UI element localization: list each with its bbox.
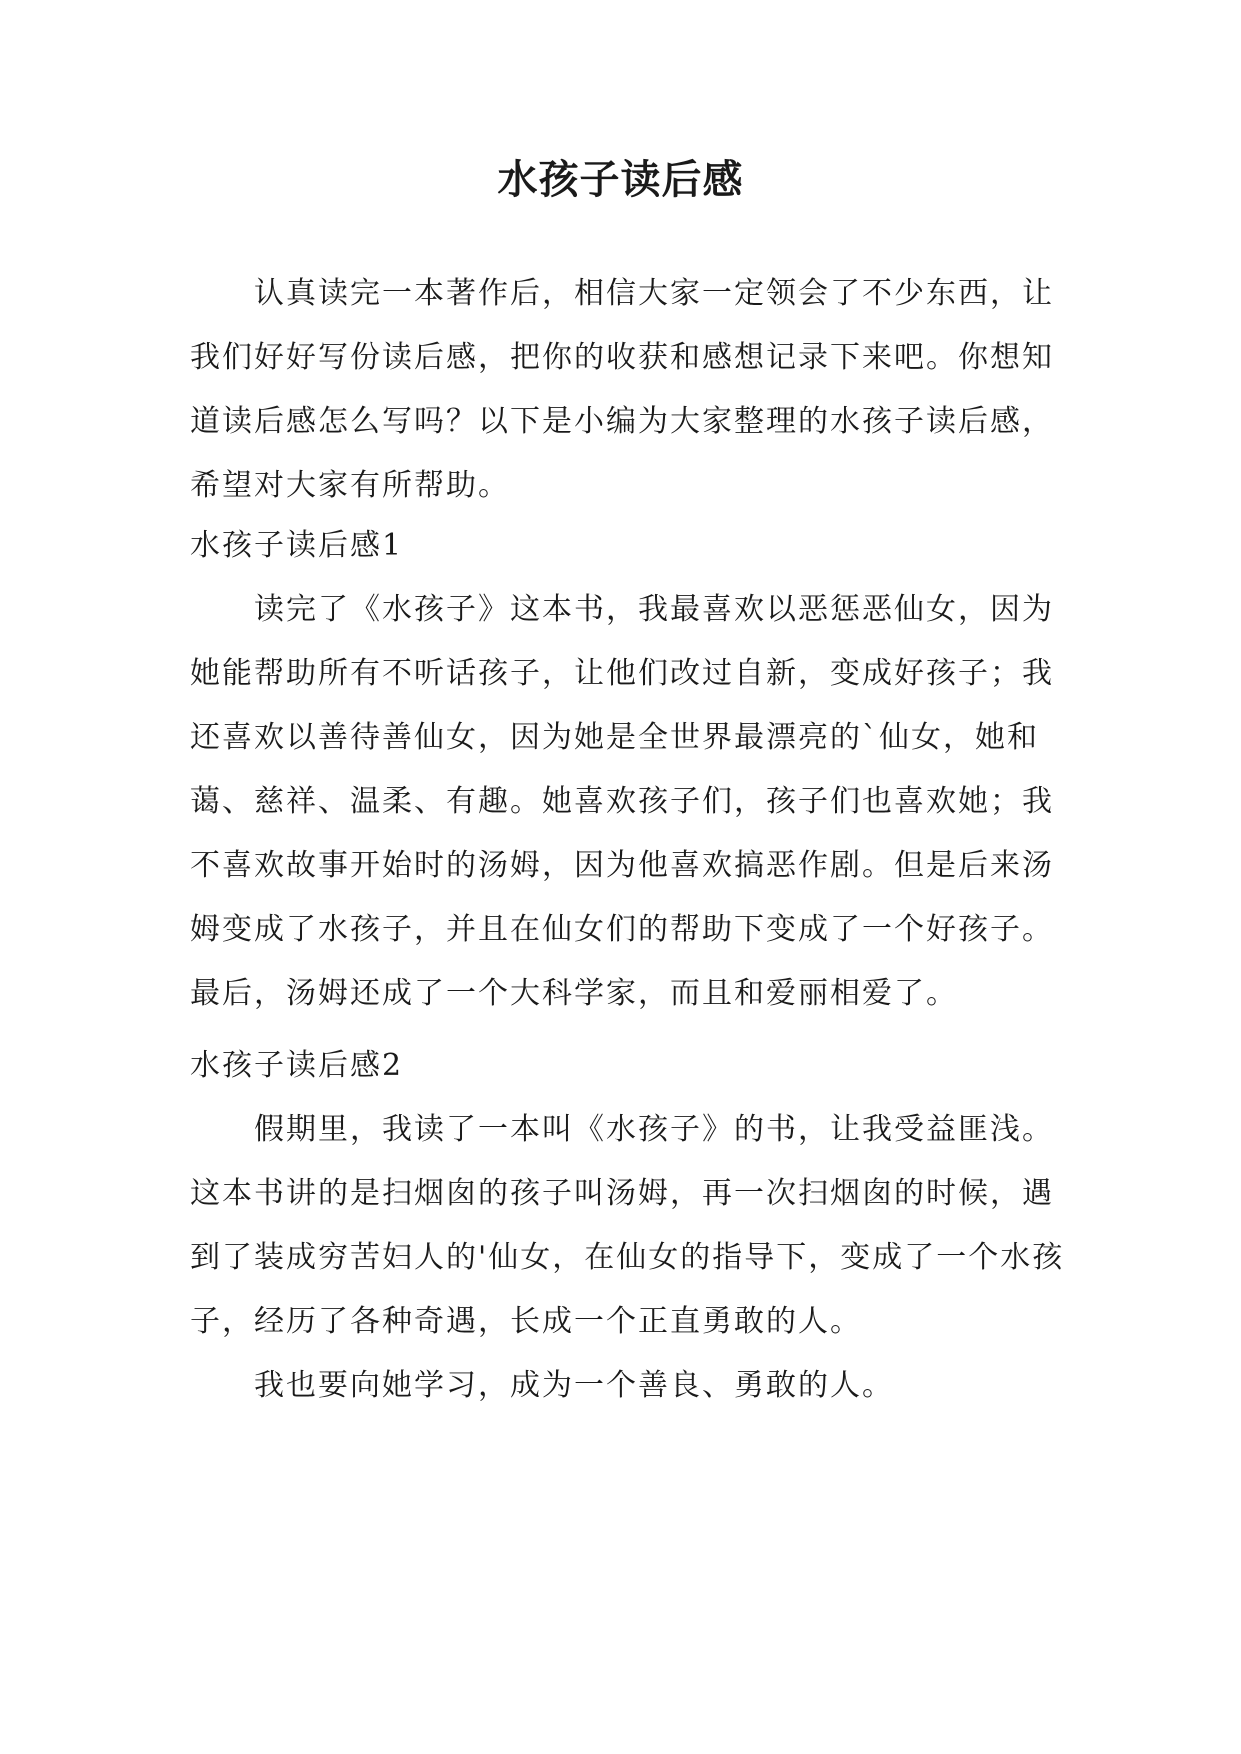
- section-2-paragraph-2: 我也要向她学习，成为一个善良、勇敢的人。: [254, 1368, 894, 1403]
- section-heading-1: 水孩子读后感1: [190, 528, 404, 563]
- section-heading-2: 水孩子读后感2: [190, 1048, 404, 1083]
- intro-paragraph: 认真读完一本著作后，相信大家一定领会了不少东西，让我们好好写份读后感，把你的收获和感想记录下来吧。你想知道读后感怎么写吗？以下是小编为大家整理的水孩子读后感，希望对大家有所帮助。: [190, 276, 1054, 503]
- essay-section-1: [190, 514, 1070, 1026]
- document-title: 水孩子读后感: [497, 157, 744, 203]
- intro-section: [190, 262, 1070, 518]
- section-1-paragraph: 读完了《水孩子》这本书，我最喜欢以恶惩恶仙女，因为她能帮助所有不听话孩子，让他们改过自新，变成好孩子；我还喜欢以善待善仙女，因为她是全世界最漂亮的`仙女，她和蔼、慈祥、温柔、有趣。她喜欢孩子们，孩子们也喜欢她；我不喜欢故事开始时的汤姆，因为他喜欢搞恶作剧。但是后来汤姆变成了水孩子，并且在仙女们的帮助下变成了一个好孩子。最后，汤姆还成了一个大科学家，而且和爱丽相爱了。: [190, 592, 1054, 1011]
- essay-section-2: [190, 1034, 1070, 1418]
- section-2-paragraph-1: 假期里，我读了一本叫《水孩子》的书，让我受益匪浅。这本书讲的是扫烟囱的孩子叫汤姆，再一次扫烟囱的时候，遇到了装成穷苦妇人的'仙女，在仙女的指导下，变成了一个水孩子，经历了各种奇遇，长成一个正直勇敢的人。: [190, 1112, 1065, 1339]
